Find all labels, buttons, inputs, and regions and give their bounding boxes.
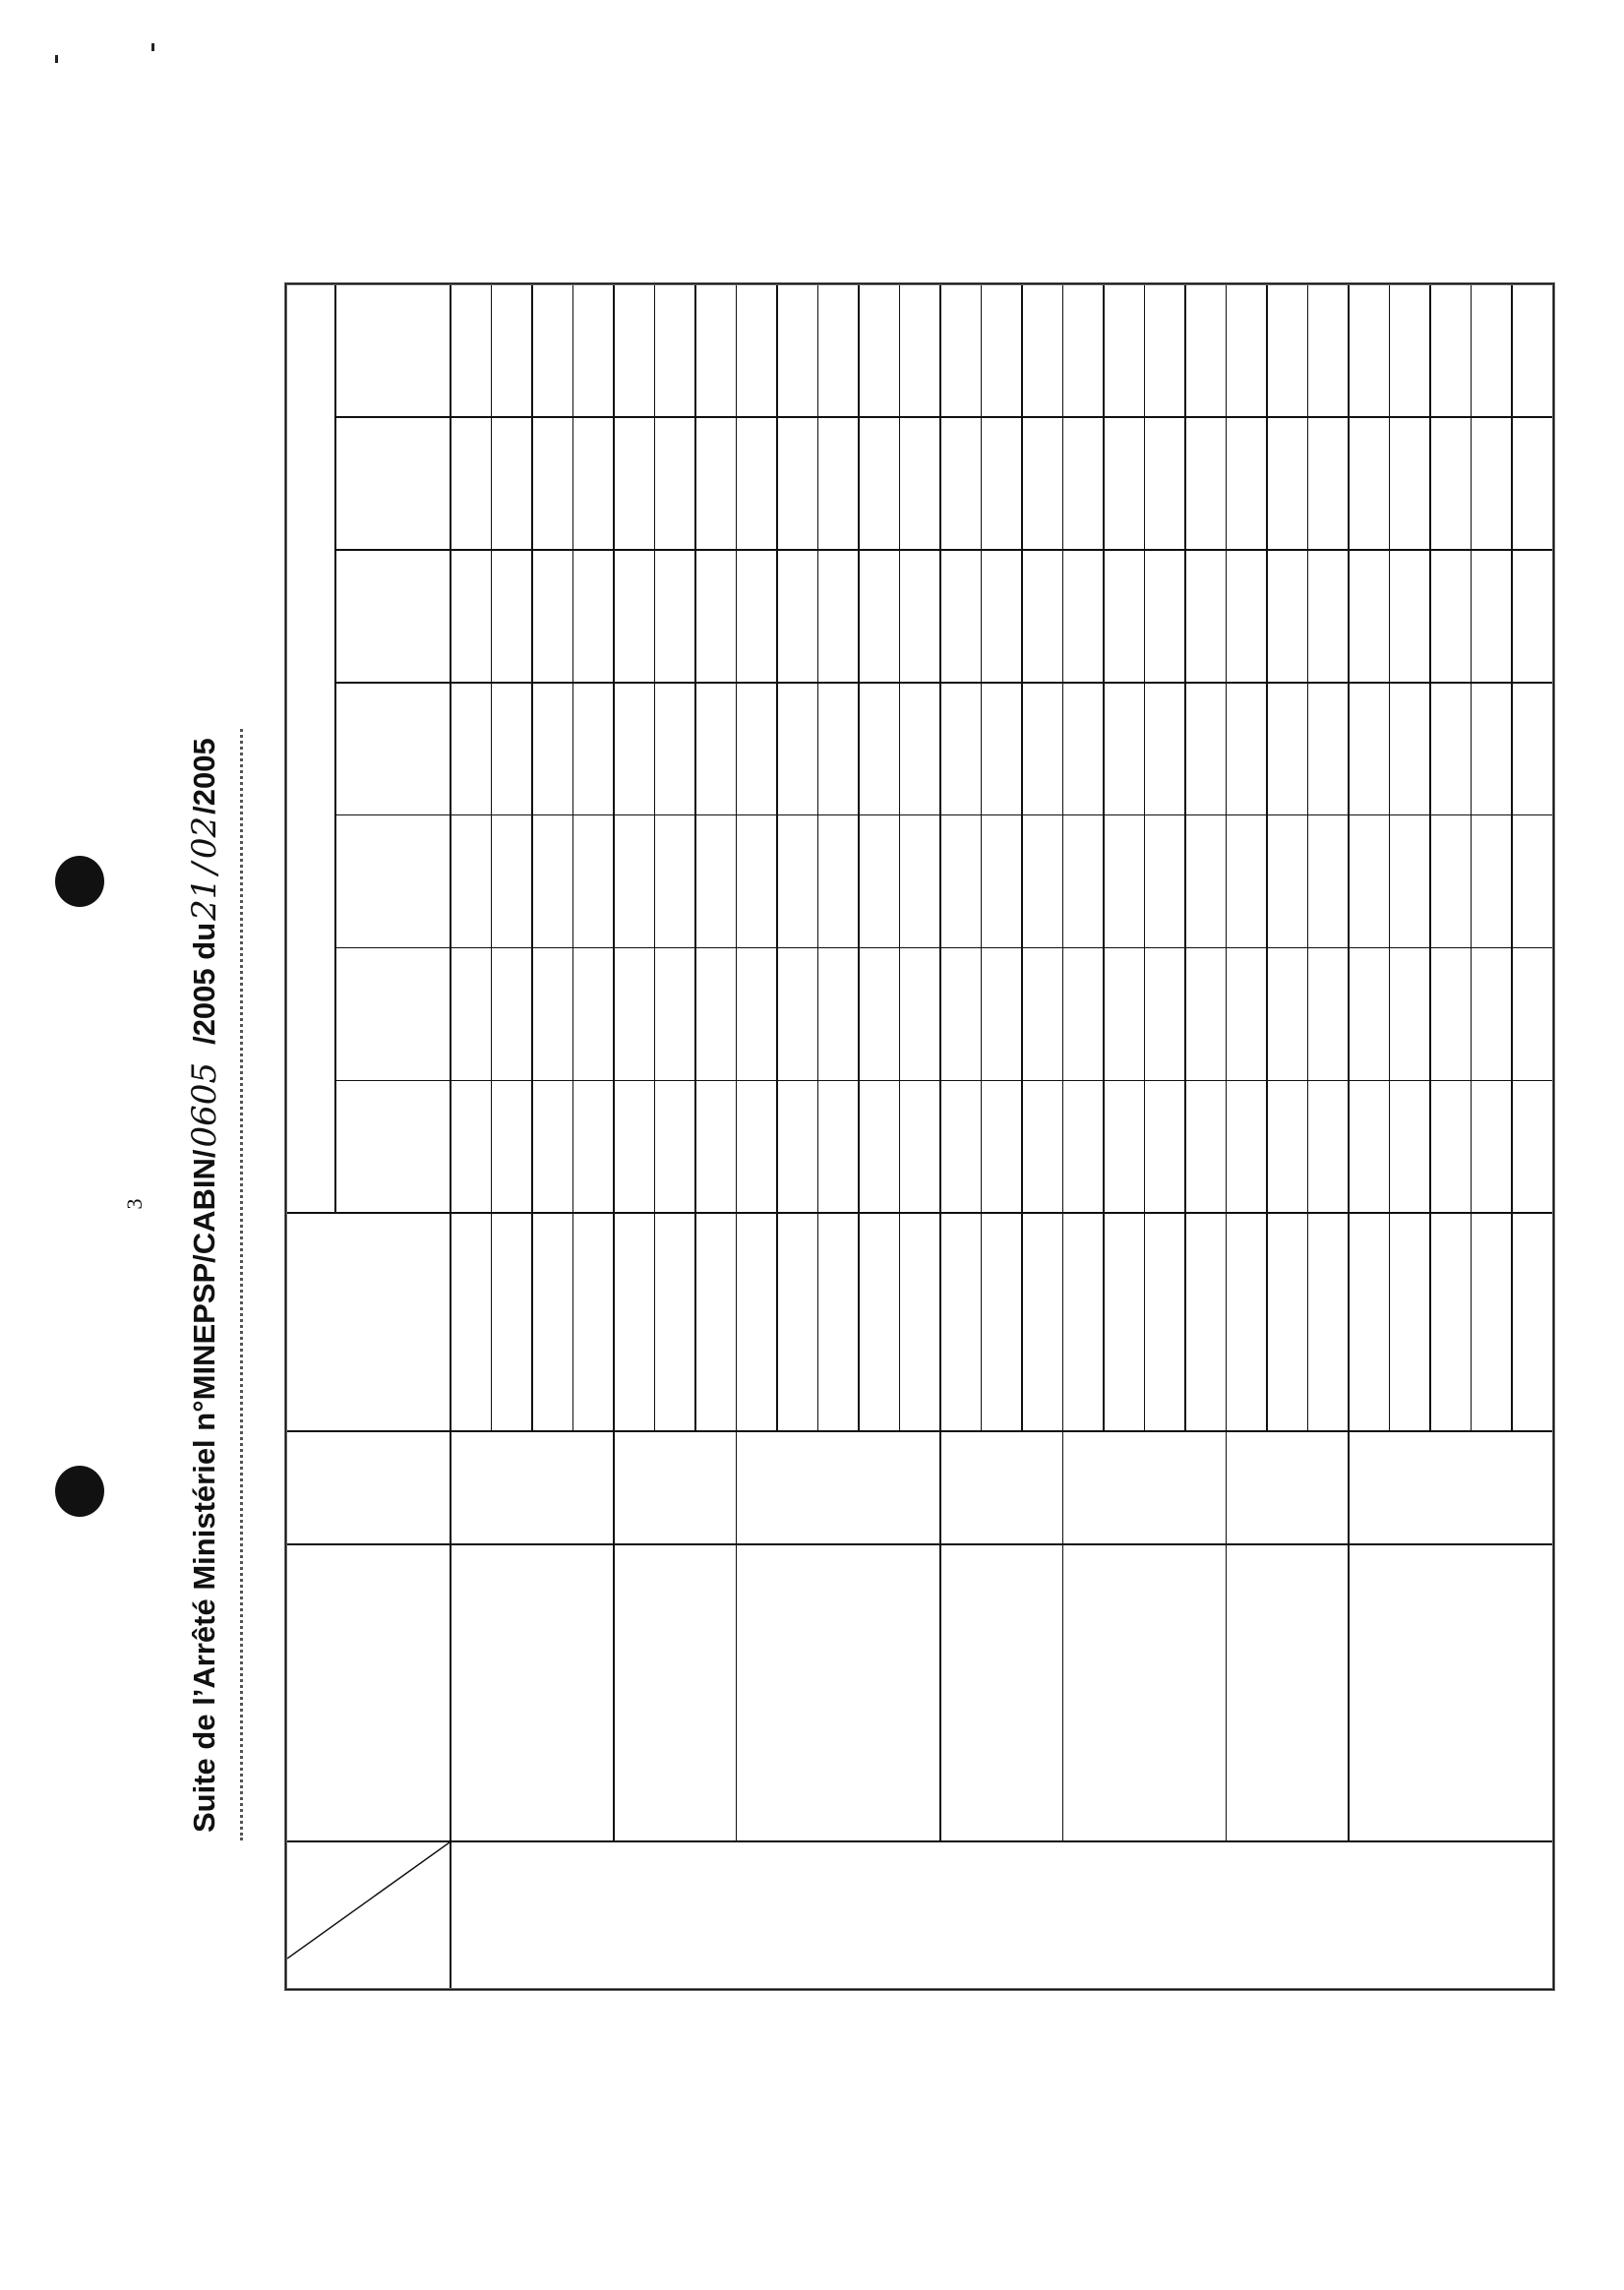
structure-value [817,1081,859,1214]
structure-value [1307,948,1349,1081]
structure-value [531,684,572,816]
structure-value [899,815,940,948]
structure-value [654,684,695,816]
structure-value [531,285,572,418]
row-divider [817,285,819,1432]
structure-value [1144,684,1185,816]
scan-mark [151,43,154,51]
structure-value [491,1081,532,1214]
structure-value [572,948,614,1081]
option-cell [1389,1210,1430,1432]
row-divider [1021,285,1023,1432]
handwritten-month: 02 [185,815,224,860]
structure-value [817,815,859,948]
structure-value [981,948,1022,1081]
structure-value [1021,418,1062,551]
school-regime [736,1432,940,1545]
structure-value [1021,684,1062,816]
row-divider [1144,285,1146,1432]
structure-value [1021,1081,1062,1214]
option-cell [1184,1210,1226,1432]
section-header-line2 [350,1214,380,1432]
structure-value [572,551,614,684]
structure-value [981,285,1022,418]
row-divider [1471,285,1473,1432]
structure-value [817,948,859,1081]
structure-value [1021,285,1062,418]
option-cell [1511,1210,1552,1432]
structure-value [1307,684,1349,816]
option-cell [1266,1210,1307,1432]
structure-value [1184,285,1226,418]
structure-value [939,815,981,948]
structure-value [776,684,817,816]
option-cell [1429,1210,1471,1432]
school-regime [1226,1432,1349,1545]
structure-value [1266,948,1307,1081]
structure-value [1429,1081,1471,1214]
structure-value [776,948,817,1081]
structure-value [572,285,614,418]
structure-value [1184,1081,1226,1214]
structure-value [531,418,572,551]
structure-value [1021,948,1062,1081]
option-cell [981,1210,1022,1432]
regime-header-label [317,1432,405,1545]
structure-value [939,285,981,418]
structure-value [981,418,1022,551]
structure-value [981,1081,1022,1214]
structure-value [1348,948,1389,1081]
structure-value [1389,815,1430,948]
option-cell [694,1210,736,1432]
option-cell [491,1210,532,1432]
structure-value [817,285,859,418]
year-header-5 [339,551,445,684]
structure-value [491,551,532,684]
structure-value [1226,418,1267,551]
structure-value [450,1081,491,1214]
structure-value [613,1081,654,1214]
structure-value [1062,1081,1104,1214]
structure-value [613,418,654,551]
option-cell [899,1210,940,1432]
structure-value [491,684,532,816]
structure-value [491,815,532,948]
structure-value [1184,684,1226,816]
structure-value [1511,948,1552,1081]
header-underline [240,729,243,1840]
structure-value [858,1081,899,1214]
structure-value [1429,815,1471,948]
structure-value [776,285,817,418]
option-cell [858,1210,899,1432]
option-cell [1471,1210,1512,1432]
structure-value [817,418,859,551]
structure-value [450,684,491,816]
structure-value [1307,815,1349,948]
structure-value [899,684,940,816]
denomination-header-label [336,1545,395,1842]
row-divider [981,285,983,1432]
structure-value [736,815,777,948]
school-name [613,1549,736,1835]
structure-value [1266,551,1307,684]
territory-name [1491,1842,1540,1984]
structure-value [1144,948,1185,1081]
structure-value [1266,815,1307,948]
structure-value [1184,551,1226,684]
structure-value [1226,285,1267,418]
year-header-7 [339,285,445,418]
structure-value [736,1081,777,1214]
structure-value [694,285,736,418]
header-prefix: Suite de l’Arrêté Ministériel n°MINEPSP/CABIN/ [187,1149,221,1833]
structure-value [1144,815,1185,948]
structure-value [736,418,777,551]
school-name [1226,1549,1349,1835]
structure-table [285,283,1554,1990]
row-divider [572,285,574,1432]
structure-value [1429,551,1471,684]
structure-value [1471,418,1512,551]
structure-value [1307,1081,1349,1214]
school-regime [1062,1432,1226,1545]
row-divider [1389,285,1391,1432]
structure-value [613,551,654,684]
structure-value [858,418,899,551]
structure-value [1144,1081,1185,1214]
structure-value [981,815,1022,948]
school-regime [939,1432,1062,1545]
row-divider [1511,285,1513,1432]
structure-value [899,948,940,1081]
structure-value [1389,285,1430,418]
structure-divider [334,285,336,1214]
structure-value [1144,285,1185,418]
school-name [939,1549,1062,1835]
structure-value [572,684,614,816]
structure-value [1511,285,1552,418]
structure-value [1511,815,1552,948]
structure-value [858,551,899,684]
option-cell [1307,1210,1349,1432]
row-divider [858,285,860,1432]
header-diagonal [287,1842,450,1988]
structure-value [613,684,654,816]
structure-value [736,684,777,816]
structure-value [899,551,940,684]
structure-value [694,1081,736,1214]
structure-value [736,285,777,418]
row-divider [1307,285,1309,1432]
structure-value [1389,418,1430,551]
structure-value [1389,684,1430,816]
row-divider [899,285,901,1432]
punch-hole [55,856,104,907]
structure-value [736,551,777,684]
structure-value [654,551,695,684]
structure-value [1144,418,1185,551]
option-cell [1062,1210,1104,1432]
column-divider [287,1841,1552,1843]
year-header-3 [339,815,445,948]
page-number: 3 [122,1198,147,1210]
structure-value [1062,418,1104,551]
option-cell [450,1210,491,1432]
structure-value [491,285,532,418]
structure-value [899,285,940,418]
structure-value [531,948,572,1081]
structure-value [450,815,491,948]
structure-value [1511,551,1552,684]
structure-value [1348,684,1389,816]
structure-value [450,418,491,551]
structure-value [776,1081,817,1214]
school-regime [450,1432,613,1545]
structure-value [450,551,491,684]
row-divider [1103,285,1105,1432]
handwritten-decree-number: 0605 [185,1061,224,1148]
structure-value [654,285,695,418]
structure-value [1103,1081,1144,1214]
section-header-line3 [384,1214,413,1432]
structure-value [654,418,695,551]
school-name [736,1549,940,1835]
school-regime [613,1432,736,1545]
option-cell [654,1210,695,1432]
structure-value [1471,948,1512,1081]
structure-value [531,815,572,948]
structure-value [1184,418,1226,551]
row-divider [1266,285,1268,1432]
option-cell [572,1210,614,1432]
structure-value [858,948,899,1081]
option-cell [1103,1210,1144,1432]
structure-value [1471,1081,1512,1214]
structure-value [654,948,695,1081]
structure-value [1062,948,1104,1081]
structure-value [694,815,736,948]
option-cell [776,1210,817,1432]
structure-value [1226,1081,1267,1214]
structure-value [1144,551,1185,684]
structure-value [1307,551,1349,684]
row-divider [1184,285,1186,1432]
structure-value [1471,815,1512,948]
structure-value [899,418,940,551]
structure-value [1103,285,1144,418]
structure-value [1062,815,1104,948]
structure-value [1184,948,1226,1081]
option-cell [817,1210,859,1432]
structure-value [1429,684,1471,816]
structure-value [1389,948,1430,1081]
handwritten-separator: / [185,863,224,874]
row-divider [694,285,696,1432]
structure-value [1429,418,1471,551]
structure-value [776,418,817,551]
structure-value [776,815,817,948]
structure-value [1103,551,1144,684]
section-header-line1 [317,1214,346,1432]
header-mid: /2005 du [187,922,221,1045]
structure-value [1062,684,1104,816]
school-name [1348,1549,1552,1835]
structure-value [1471,285,1512,418]
row-divider [1429,285,1431,1432]
structure-value [1307,285,1349,418]
structure-value [1103,948,1144,1081]
structure-value [1021,815,1062,948]
structure-value [1511,684,1552,816]
scan-mark [55,55,58,63]
document-header [175,554,234,1833]
structure-value [1429,285,1471,418]
structure-value [694,551,736,684]
structure-value [694,684,736,816]
year-header-1 [339,1081,445,1214]
structure-value [939,1081,981,1214]
structure-value [1429,948,1471,1081]
structure-value [572,418,614,551]
structure-value [899,1081,940,1214]
structure-value [858,285,899,418]
year-header-6 [339,418,445,551]
structure-value [1021,551,1062,684]
structure-value [1348,1081,1389,1214]
structure-value [1266,684,1307,816]
row-divider [531,285,533,1432]
structure-value [939,551,981,684]
punch-hole [55,1466,104,1517]
structure-value [613,285,654,418]
structure-value [817,551,859,684]
structure-value [491,948,532,1081]
structure-value [450,948,491,1081]
structure-value [1348,285,1389,418]
structure-value [572,815,614,948]
structure-value [1389,1081,1430,1214]
structure-value [1103,684,1144,816]
structure-value [1266,1081,1307,1214]
school-regime [1348,1432,1552,1545]
option-cell [1348,1210,1389,1432]
structure-value [531,1081,572,1214]
option-cell [736,1210,777,1432]
structure-value [1389,551,1430,684]
year-header-2 [339,948,445,1081]
structure-value [613,948,654,1081]
structure-value [1511,418,1552,551]
structure-value [1266,418,1307,551]
header-year: /2005 [187,738,221,814]
structure-value [1471,551,1512,684]
row-divider [491,285,493,1432]
structure-value [939,418,981,551]
structure-value [1307,418,1349,551]
year-header-4 [339,684,445,816]
structure-value [981,684,1022,816]
structure-value [1226,684,1267,816]
structure-value [1266,285,1307,418]
option-cell [531,1210,572,1432]
structure-value [817,684,859,816]
structure-value [858,684,899,816]
row-divider [654,285,656,1432]
structure-value [858,815,899,948]
structure-value [1348,418,1389,551]
structure-value [694,418,736,551]
option-cell [1226,1210,1267,1432]
structure-value [613,815,654,948]
structure-value [1511,1081,1552,1214]
structure-value [1348,551,1389,684]
structure-value [939,948,981,1081]
structure-value [531,551,572,684]
handwritten-day: 21 [185,877,224,921]
structure-value [1103,815,1144,948]
structure-value [776,551,817,684]
school-name [1062,1549,1226,1835]
row-divider [776,285,778,1432]
structure-value [736,948,777,1081]
structure-value [1226,948,1267,1081]
structure-value [654,815,695,948]
structure-value [1062,285,1104,418]
structure-value [1348,815,1389,948]
structure-value [981,551,1022,684]
structure-value [654,1081,695,1214]
school-name [450,1549,613,1835]
option-cell [1021,1210,1062,1432]
option-cell [1144,1210,1185,1432]
rotated-document [185,283,1554,1990]
structure-value [450,285,491,418]
structure-value [1226,815,1267,948]
structure-value [939,684,981,816]
structure-value [694,948,736,1081]
structure-value [1062,551,1104,684]
structure-value [491,418,532,551]
structure-value [1226,551,1267,684]
header-diagonal-line [287,1842,450,1959]
structure-value [1184,815,1226,948]
structure-header-label [293,285,332,1214]
structure-value [1471,684,1512,816]
option-cell [939,1210,981,1432]
structure-value [1103,418,1144,551]
option-cell [613,1210,654,1432]
structure-value [572,1081,614,1214]
